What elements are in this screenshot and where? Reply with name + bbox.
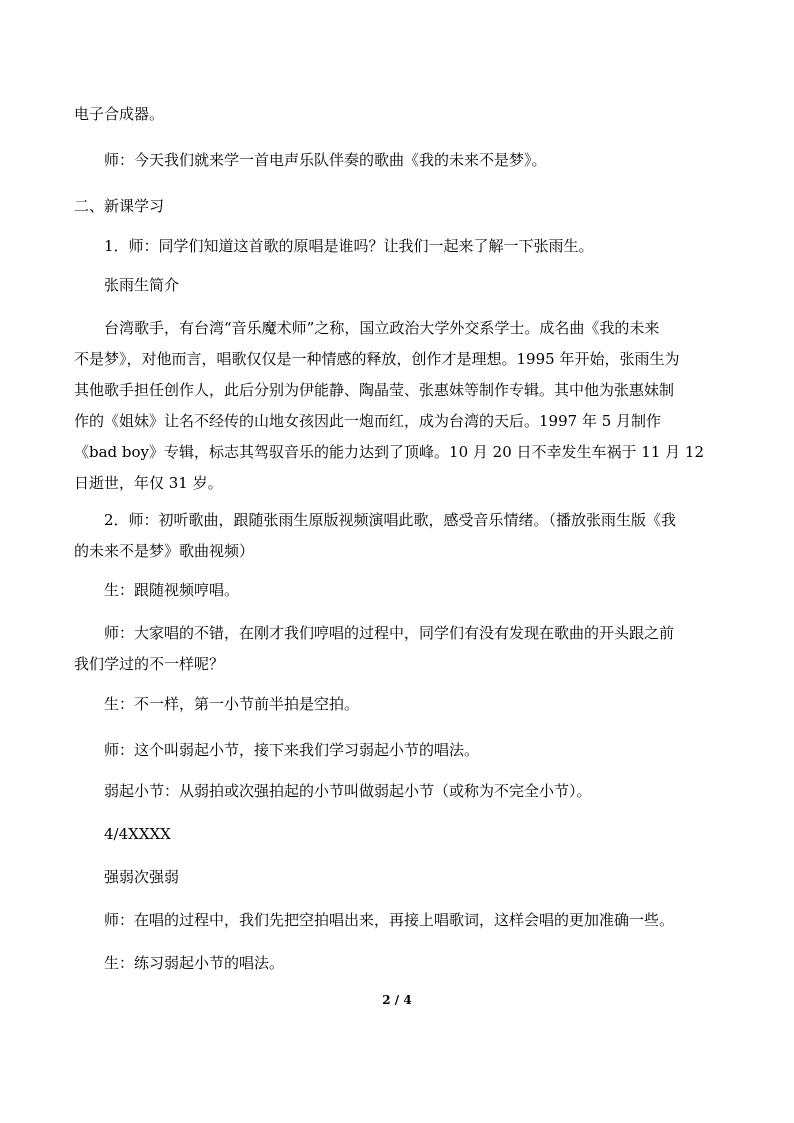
text-line: 电子合成器。 <box>74 105 165 123</box>
text-line: 台湾歌手，有台湾“音乐魔术师”之称，国立政治大学外交系学士。成名曲《我的未来 <box>104 319 660 337</box>
text-line: 师：今天我们就来学一首电声乐队伴奏的歌曲《我的未来不是梦》。 <box>104 151 547 169</box>
section-heading: 二、新课学习 <box>74 197 165 215</box>
text-line: 日逝世，年仅 31 岁。 <box>74 474 223 492</box>
text-line: 作的《姐妹》让名不经传的山地女孩因此一炮而红，成为台湾的天后。1997 年 5 月制作 <box>74 412 662 430</box>
text-line: 2．师：初听歌曲，跟随张雨生原版视频演唱此歌，感受音乐情绪。（播放张雨生版《我 <box>104 511 677 529</box>
page-number: 2 / 4 <box>382 993 412 1007</box>
text-line: 我们学过的不一样呢？ <box>74 655 225 673</box>
text-line: 生：不一样，第一小节前半拍是空拍。 <box>104 695 360 713</box>
text-line: 1．师：同学们知道这首歌的原唱是谁吗？让我们一起来了解一下张雨生。 <box>104 237 594 255</box>
text-line: 生：练习弱起小节的唱法。 <box>104 954 285 972</box>
text-line: 不是梦》，对他而言，唱歌仅仅是一种情感的释放，创作才是理想。1995 年开始，张雨生为 <box>74 350 680 368</box>
text-line: 弱起小节：从弱拍或次强拍起的小节叫做弱起小节（或称为不完全小节）。 <box>104 782 592 800</box>
subheading: 张雨生简介 <box>104 276 180 294</box>
text-line: 生：跟随视频哼唱。 <box>104 581 240 599</box>
text-line: 《bad boy》专辑，标志其驾驭音乐的能力达到了顶峰。10 月 20 日不幸发生车祸于 11 月 12 <box>74 443 704 461</box>
text-line: 的未来不是梦》歌曲视频） <box>74 542 255 560</box>
paragraph <box>74 505 724 567</box>
paragraph <box>74 618 724 680</box>
text-line: 强弱次强弱 <box>104 868 180 886</box>
text-line: 师：这个叫弱起小节，接下来我们学习弱起小节的唱法。 <box>104 741 480 759</box>
text-line: 师：在唱的过程中，我们先把空拍唱出来，再接上唱歌词，这样会唱的更加准确一些。 <box>104 911 675 929</box>
text-line: 4/4XXXX <box>104 825 171 843</box>
bio-paragraph <box>74 313 724 499</box>
text-line: 其他歌手担任创作人，此后分别为伊能静、陶晶莹、张惠妹等制作专辑。其中他为张惠妹制 <box>74 381 675 399</box>
text-line: 师：大家唱的不错，在刚才我们哼唱的过程中，同学们有没有发现在歌曲的开头跟之前 <box>104 624 675 642</box>
